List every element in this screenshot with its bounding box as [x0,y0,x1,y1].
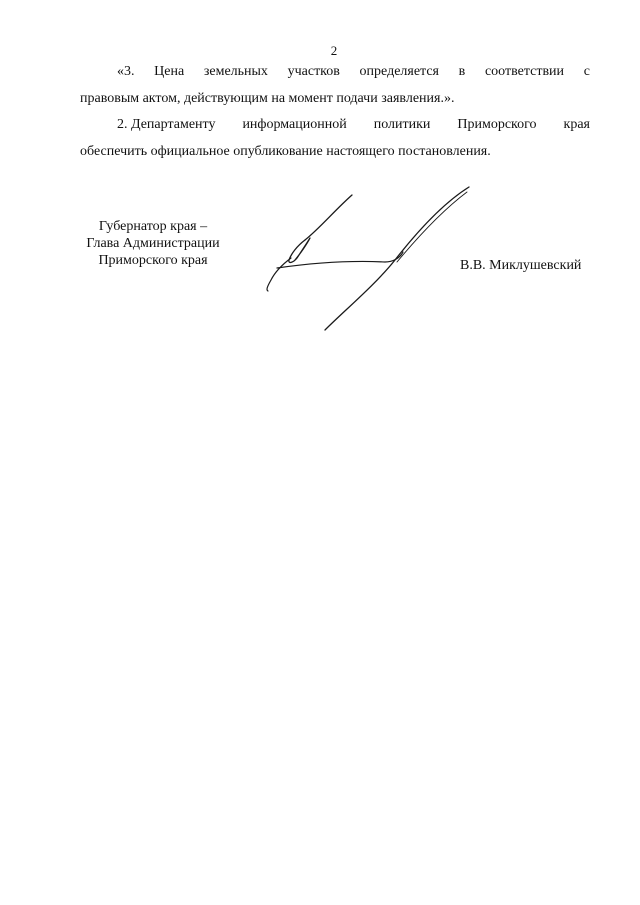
signer-name: В.В. Миклушевский [460,258,582,273]
signatory-title [80,218,226,269]
signatory-title-line: Глава Администрации [86,236,220,251]
signatory-title-line: Приморского края [98,253,208,268]
paragraph-line: правовым актом, действующим на момент подачи заявления.». [80,91,455,106]
paragraph-item-3 [80,58,590,112]
paragraph-line: обеспечить официальное опубликование настоящего постановления. [80,144,491,159]
paragraph-line: «3. Цена земельных участков определяется в соответствии с [117,64,590,79]
signatory-title-line: Губернатор края – [98,219,208,234]
paragraph-line: 2. Департаменту информационной политики Приморского края [117,117,590,132]
paragraph-item-2 [80,111,590,165]
page-number: 2 [330,43,338,58]
handwritten-signature-icon [255,180,485,340]
